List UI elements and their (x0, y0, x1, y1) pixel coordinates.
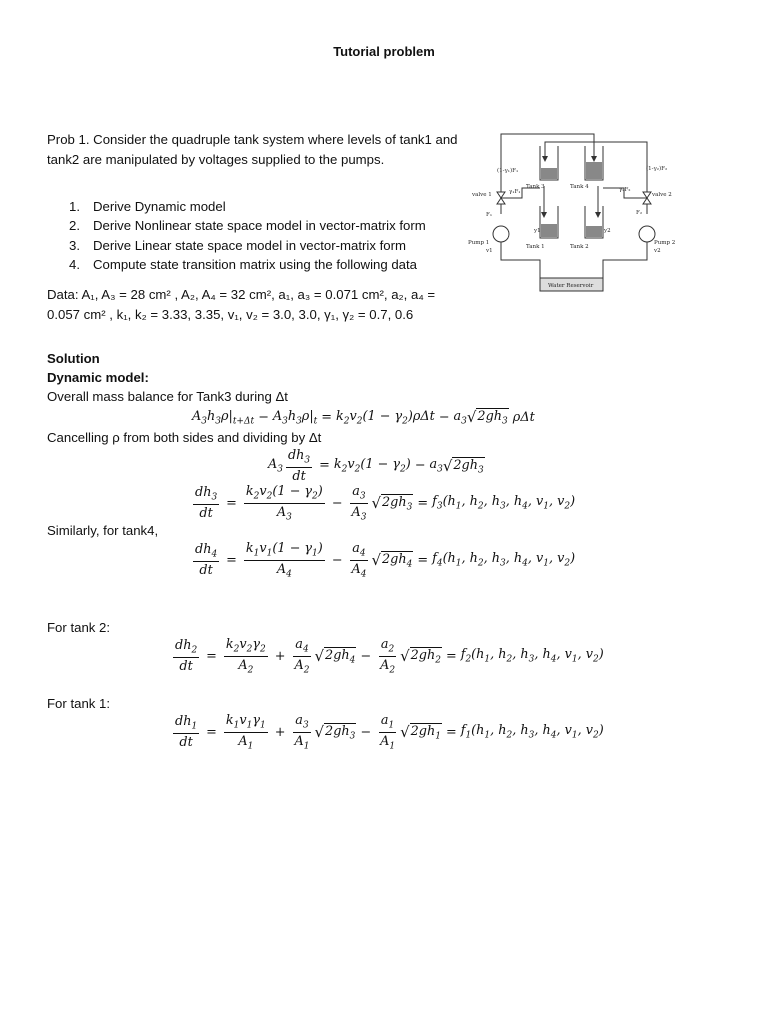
equation-mass-balance: $A_3h_3\rho|_{t+\Delta t}$ − $A_3h_3\rho|_t$ = $k_2v_2(1 - \gamma_2)\rho\Delta t$ − $a_3$ √ $2gh_3$ ρΔt (192, 408, 535, 427)
quadruple-tank-diagram (464, 128, 688, 300)
svg-text:(1-γ₁)F₁: (1-γ₁)F₁ (497, 168, 519, 174)
svg-text:Tank 3: Tank 3 (526, 184, 545, 190)
svg-text:Tank 1: Tank 1 (526, 244, 545, 250)
page-title: Tutorial problem (333, 44, 435, 59)
svg-text:Tank 4: Tank 4 (570, 184, 589, 190)
svg-text:γ₂F₂: γ₂F₂ (619, 187, 631, 193)
svg-text:Pump 1: Pump 1 (468, 240, 490, 246)
svg-text:valve 2: valve 2 (652, 192, 672, 198)
equation-tank3-area: $A_3$ $\frac{dh_3}{dt}$ = $k_2v_2(1 - \gamma_2)$ − $a_3$ √ $2gh_3$ (268, 448, 484, 484)
dynamic-model-heading: Dynamic model: (47, 370, 149, 385)
svg-text:(1-γ₂)F₂: (1-γ₂)F₂ (646, 166, 668, 172)
for-tank2-text: For tank 2: (47, 620, 111, 635)
similarly-text: Similarly, for tank4, (47, 523, 159, 538)
list-item: 4. Compute state transition matrix using the following data (69, 257, 417, 273)
list-item: 3. Derive Linear state space model in vector-matrix form (69, 237, 406, 253)
cancelling-text: Cancelling ρ from both sides and dividing by Δt (47, 430, 322, 445)
list-item: 2. Derive Nonlinear state space model in vector-matrix form (69, 218, 426, 234)
svg-text:Tank 2: Tank 2 (570, 244, 589, 250)
for-tank1-text: For tank 1: (47, 696, 111, 711)
svg-text:y2: y2 (604, 228, 611, 234)
problem-statement: Prob 1. Consider the quadruple tank system where levels of tank1 and tank2 are manipulated by voltages supplied to the pumps. (47, 132, 458, 167)
svg-text:y1: y1 (534, 228, 541, 234)
svg-text:Water Reservoir: Water Reservoir (548, 283, 594, 289)
list-item: 1. Derive Dynamic model (69, 199, 226, 214)
task-list (47, 197, 477, 275)
equation-tank4: $\frac{dh_4}{dt}$ = $\frac{k_1v_1(1 - \gamma_1)}{A_4}$ − $\frac{a_4}{A_4}$ √ $2gh_4$ = $f_4(h_1$, $h_2$, $h_3$, $h_4$, $v_1$, $v_2$) (195, 541, 576, 580)
svg-text:Pump 2: Pump 2 (654, 240, 676, 246)
equation-tank2: $\frac{dh_2}{dt}$ = $\frac{k_2v_2\gamma_2}{A_2}$ + $\frac{a_4}{A_2}$ √ $2gh_4$ − $\frac{a_2}{A_2}$ √ $2gh_2$ = $f_2(h_1$, $h_2$, $h_3$, $h_4$, $v_1$, $v_2$) (175, 637, 604, 676)
svg-text:v2: v2 (654, 248, 661, 254)
svg-text:F₂: F₂ (636, 210, 643, 216)
equation-tank3: $\frac{dh_3}{dt}$ = $\frac{k_2v_2(1 - \gamma_2)}{A_3}$ − $\frac{a_3}{A_3}$ √ $2gh_3$ = $f_3(h_1$, $h_2$, $h_3$, $h_4$, $v_1$, $v_2$) (195, 484, 576, 523)
svg-text:valve 1: valve 1 (472, 192, 492, 198)
svg-text:γ₁F₁: γ₁F₁ (509, 189, 521, 195)
solution-heading: Solution (47, 351, 100, 366)
mass-balance-text: Overall mass balance for Tank3 during Δt (47, 389, 288, 404)
svg-text:v1: v1 (486, 248, 493, 254)
data-line: Data: A₁, A₃ = 28 cm² , A₂, A₄ = 32 cm², a₁, a₃ = 0.071 cm², a₂, a₄ = 0.057 cm² , k₁, k₂ = 3.33, 3.35, v₁, v₂ = 3.0, 3.0, γ₁, γ₂ = 0.7, 0.6 (47, 287, 436, 322)
svg-text:F₁: F₁ (486, 212, 493, 218)
equation-tank1: $\frac{dh_1}{dt}$ = $\frac{k_1v_1\gamma_1}{A_1}$ + $\frac{a_3}{A_1}$ √ $2gh_3$ − $\frac{a_1}{A_1}$ √ $2gh_1$ = $f_1(h_1$, $h_2$, $h_3$, $h_4$, $v_1$, $v_2$) (175, 713, 604, 752)
